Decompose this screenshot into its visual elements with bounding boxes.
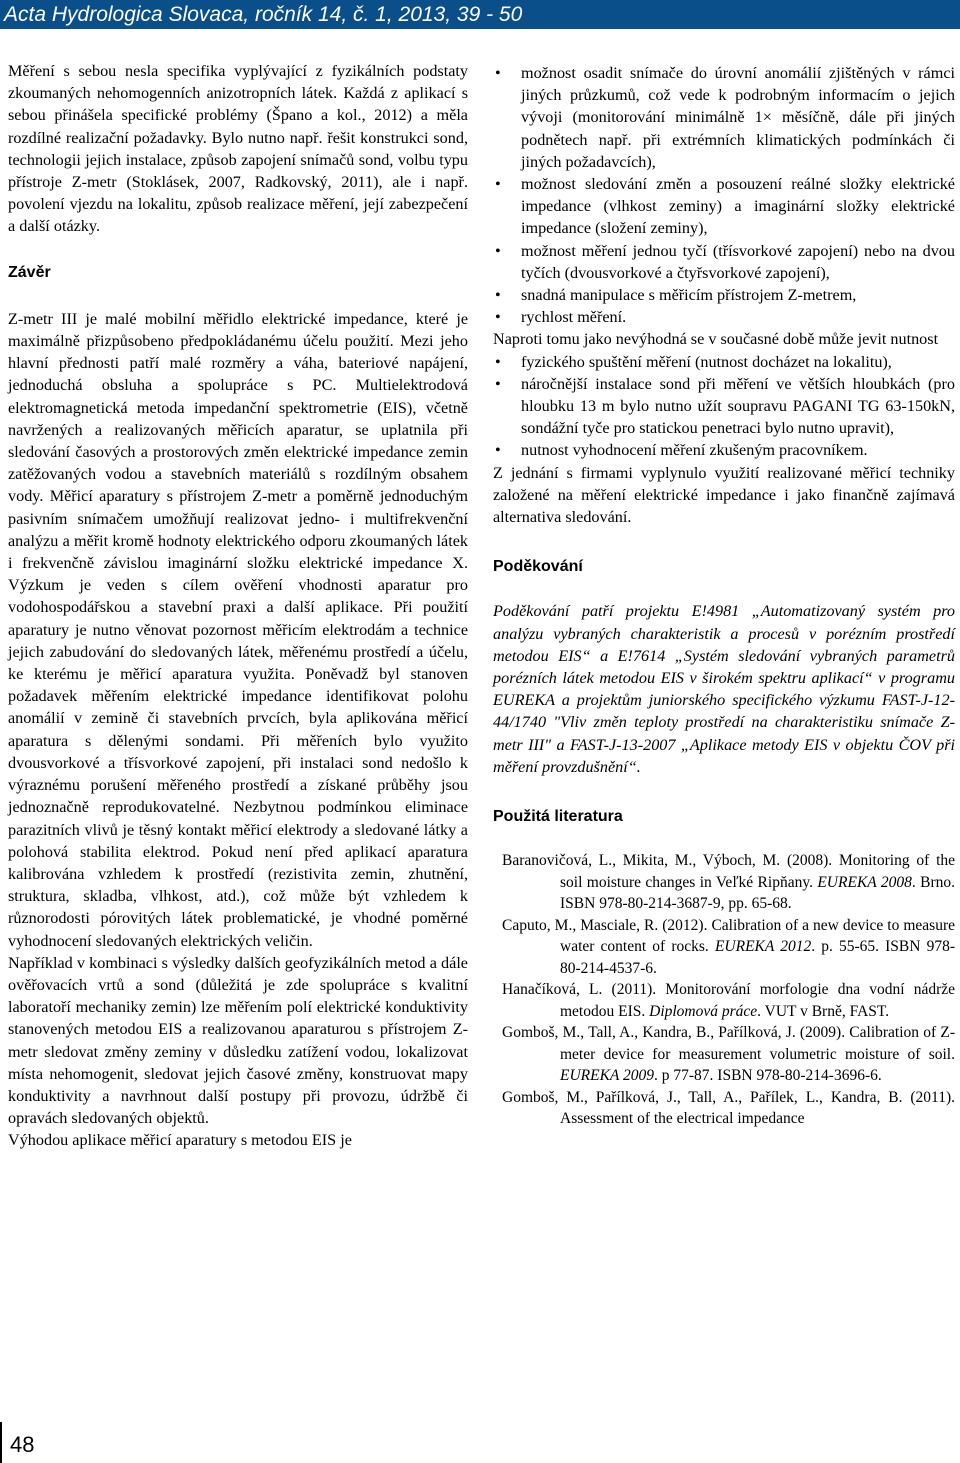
list-item [493, 373, 955, 440]
list-item [493, 306, 955, 328]
list-item [493, 173, 955, 240]
section-heading-references: Použitá literatura [493, 808, 623, 826]
list-item [493, 62, 955, 173]
list-item-text: snadná manipulace s měřicím přístrojem Z-metrem, [521, 286, 857, 305]
paragraph-conclusion: Z-metr III je malé mobilní měřidlo elektrické impedance, které je maximálně přizpůsobeno předpokládanému účelu použití. Mezi jeho hlavní přednosti patří malé rozměry a váha, bateriové napájení, jednoduchá obsluha a spolupráce s PC. Multielektrodová elektromagnetická metoda impedanční spektrometrie (EIS), včetně navržených a realizovaných měřicích aparatur, se uplatnila při sledování časových a prostorových změn elektrické impedance zemin zatěžovaných vodou a stavebních materiálů s rozdílným obsahem vody. Měřicí aparatury s přístrojem Z-metr a poměrně jednoduchým pasivním snímačem umožňují realizovat jedno- i multifrekvenční analýzu a měřit kromě hodnoty elektrického odporu zkoumaných látek i frekvenčně závislou imaginární složku elektrické impedance X. Výzkum je veden s cílem ověření vhodnosti aparatur pro vodohospodářskou a stavební praxi a další aplikace. Při použití aparatury je nutno věnovat pozornost měřicím elektrodám a technice jejich zabudování do sledovaných látek, měřenému prostředí a účelu, ke kterému je měřicí aparatura využita. Poněvadž byl stanoven požadavek měřením elektrické impedance identifikovat polohu anomálií v zemině či stavebních prvcích, byla aplikována měřicí aparatura s dělenými sondami. Při měřeních bylo využito dvousvorkové a třísvorkové zapojení, při instalaci sond nedošlo k výraznému porušení měřeného prostředí a získané průběhy jsou jednoznačně reprodukovatelné. Nezbytnou podmínkou eliminace parazitních vlivů je těsný kontakt měřicí elektrody a sledované látky a polohová stabilita elektrod. Pokud není před aplikací aparatura kalibrována vzhledem k prostředí (rezistivita zemin, zhutnění, struktura, skladba, vlhkost, atd.), což může být vzhledem k různorodosti pórovitých látek problematické, je vhodné poměrné vyhodnocení sledovaných elektrických veličin. [8, 309, 468, 950]
reference-list [493, 850, 955, 1130]
list-item-text: fyzického spuštění měření (nutnost docházet na lokalitu), [521, 352, 892, 371]
advantages-list [493, 62, 955, 328]
list-item-text: rychlost měření. [521, 308, 627, 327]
list-item [493, 240, 955, 284]
bullet-icon: • [495, 64, 501, 82]
reference-item: Caputo, M., Masciale, R. (2012). Calibration of a new device to measure water content of rocks. EUREKA 2012. p. 55-65. ISBN 978-80-214-4537-6. [502, 916, 956, 977]
bullet-icon: • [495, 352, 501, 371]
list-item [493, 439, 955, 461]
paragraph-disadvantages-lead: Naproti tomu jako nevýhodná se v současné době může jevit nutnost [493, 330, 939, 349]
page-number-rule [0, 1422, 2, 1463]
section-heading-conclusion: Závěr [8, 263, 51, 281]
paragraph-advantages-lead: Výhodou aplikace měřicí aparatury s metodou EIS je [8, 1131, 352, 1150]
disadvantages-list [493, 351, 955, 462]
bullet-icon: • [495, 308, 501, 327]
list-item-text: možnost osadit snímače do úrovní anomálií zjištěných v rámci jiných průzkumů, což vede k podrobným informacím o jejich vývoji (monitorování minimálně 1× měsíčně, dále při jiných podnětech např. při extrémních klimatických podmínkách či jiných požadavcích), [521, 64, 955, 171]
bullet-icon: • [495, 241, 501, 260]
paragraph-intro: Měření s sebou nesla specifika vyplývající z fyzikálních podstaty zkoumaných nehomogenních anizotropních látek. Každá z aplikací s sebou přinášela specifické problémy (Špano a kol., 2012) a měla rozdílné realizační požadavky. Bylo nutno např. řešit konstrukci sond, technologii jejich instalace, způsob zapojení snímačů sond, volbu typu přístroje Z-metr (Stoklásek, 2007, Radkovský, 2011), ale i např. povolení vjezdu na lokalitu, způsob realizace měření, její zabezpečení a další otázky. [8, 62, 468, 236]
list-item-text: možnost měření jednou tyčí (třísvorkové zapojení) nebo na dvou tyčích (dvousvorkové a čtyřsvorkové zapojení), [521, 241, 955, 282]
paragraph-combination: Například v kombinaci s výsledky dalších geofyzikálních metod a dále ověřovacích vrtů a sond (důležitá je zde spolupráce s kvalitní laboratoří mechaniky zemin) lze měřením polí elektrické konduktivity stanovených metodou EIS a realizovanou aparaturou s přístrojem Z-metr sledovat změny zeminy v důsledku zatížení vodou, lokalizovat místa nehomogenit, sledovat jejich časové změny, konstruovat mapy konduktivity a navrhnout další postupy při provozu, údržbě či opravách sledovaných objektů. [8, 953, 468, 1128]
section-heading-acknowledgement: Poděkování [493, 558, 583, 576]
journal-header: Acta Hydrologica Slovaca, ročník 14, č. 1, 2013, 39 - 50 [0, 0, 960, 29]
list-item-text: náročnější instalace sond při měření ve větších hloubkách (pro hloubku 13 m bylo nutno užít soupravu PAGANI TG 63-150kN, sondážní tyče pro statickou penetraci bylo nutno upravit), [521, 374, 955, 438]
reference-item: Gomboš, M., Tall, A., Kandra, B., Pařílková, J. (2009). Calibration of Z-meter device for measurement volumetric moisture of soil. EUREKA 2009. p 77-87. ISBN 978-80-214-3696-6. [502, 1024, 955, 1085]
bullet-icon: • [495, 374, 501, 393]
list-item-text: možnost sledování změn a posouzení reálné složky elektrické impedance (vlhkost zeminy) a imaginární složky elektrické impedance (složení zeminy), [521, 175, 955, 238]
paragraph-companies: Z jednání s firmami vyplynulo využití realizované měřicí techniky založené na měření elektrické impedance i jako finančně zajímavá alternativa sledování. [493, 463, 955, 527]
bullet-icon: • [495, 441, 501, 460]
list-item [493, 284, 955, 306]
reference-item: Gomboš, M., Pařílková, J., Tall, A., Pařílek, L., Kandra, B. (2011). Assessment of the electrical impedance [502, 1088, 955, 1128]
right-column [493, 62, 955, 1130]
list-item [493, 351, 955, 373]
list-item-text: nutnost vyhodnocení měření zkušeným pracovníkem. [521, 441, 868, 460]
bullet-icon: • [495, 175, 501, 194]
reference-item: Hanačíková, L. (2011). Monitorování morfologie dna vodní nádrže metodou EIS. Diplomová práce. VUT v Brně, FAST. [502, 981, 955, 1020]
paragraph-acknowledgement: Poděkování patří projektu E!4981 „Automatizovaný systém pro analýzu vybraných charakteristik a procesů v porézním prostředí metodou EIS“ a E!7614 „Systém sledování vybraných parametrů porézních látek metodou EIS v širokém spektru aplikací“ v programu EUREKA a projektům juniorského specifického výzkumu FAST-J-12-44/1740 "Vliv změn teploty prostředí na charakteristiku snímače Z-metr III" a FAST-J-13-2007 „Aplikace metody EIS v objektu ČOV při měření provzdušnění“. [493, 602, 955, 776]
bullet-icon: • [495, 286, 501, 305]
reference-item: Baranovičová, L., Mikita, M., Výboch, M. (2008). Monitoring of the soil moisture changes in Veľké Ripňany. EUREKA 2008. Brno. ISBN 978-80-214-3687-9, pp. 65-68. [502, 852, 955, 913]
left-column [8, 60, 468, 1152]
page-number: 48 [10, 1432, 35, 1457]
